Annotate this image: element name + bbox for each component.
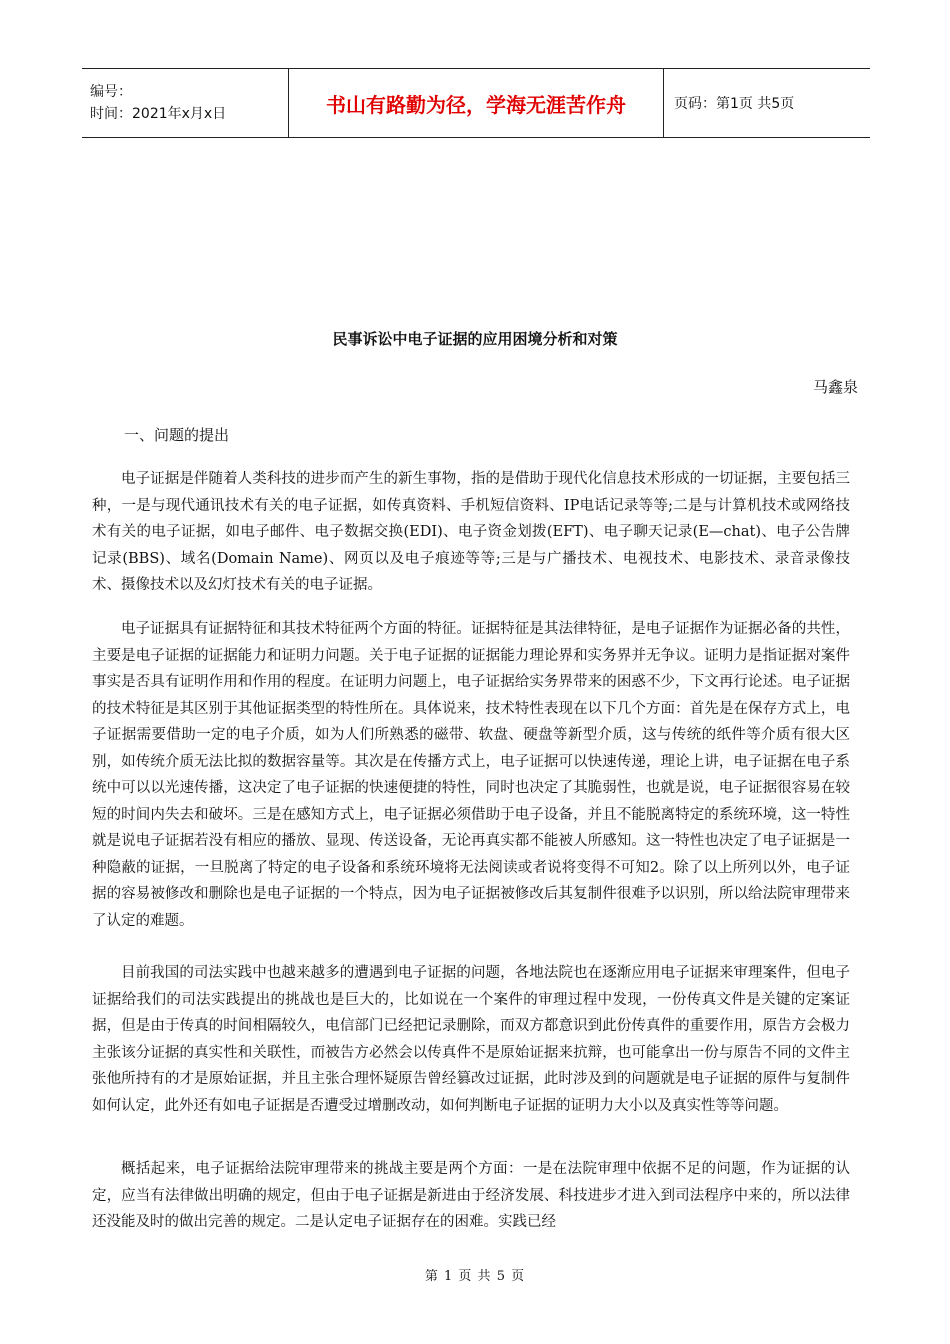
paragraph-3: 目前我国的司法实践中也越来越多的遭遇到电子证据的问题，各地法院也在逐渐应用电子证据来审理案件，但电子证据给我们的司法实践提出的挑战也是巨大的，比如说在一个案件的审理过程中发现，一份传真文件是关键的定案证据，但是由于传真的时间相隔较久，电信部门已经把记录删除，而双方都意识到此份传真件的重要作用，原告方会极力主张该分证据的真实性和关联性，而被告方必然会以传真件不是原始证据来抗辩，也可能拿出一份与原告不同的文件主张他所持有的才是原始证据，并且主张合理怀疑原告曾经篡改过证据，此时涉及到的问题就是电子证据的原件与复制件如何认定，此外还有如电子证据是否遭受过增删改动，如何判断电子证据的证明力大小以及真实性等等问题。 <box>92 965 850 1114</box>
author-name: 马鑫泉 <box>812 378 858 396</box>
document-header <box>82 68 870 138</box>
date-label: 时间：2021年x月x日 <box>90 106 227 122</box>
header-page-info <box>664 69 870 137</box>
page-info-text: 页码：第1页 共5页 <box>674 96 795 112</box>
document-title: 民事诉讼中电子证据的应用困境分析和对策 <box>332 330 618 348</box>
motto-text: 书山有路勤为径，学海无涯苦作舟 <box>326 92 626 117</box>
header-motto <box>289 69 664 137</box>
paragraph-4: 概括起来，电子证据给法院审理带来的挑战主要是两个方面：一是在法院审理中依据不足的问题，作为证据的认定，应当有法律做出明确的规定，但由于电子证据是新进由于经济发展、科技进步才进入到司法程序中来的，所以法律还没能及时的做出完善的规定。二是认定电子证据存在的困难。实践已经 <box>92 1161 850 1230</box>
paragraph-1: 电子证据是伴随着人类科技的进步而产生的新生事物，指的是借助于现代化信息技术形成的一切证据，主要包括三种，一是与现代通讯技术有关的电子证据，如传真资料、手机短信资料、IP电话记录等等;二是与计算机技术或网络技术有关的电子证据，如电子邮件、电子数据交换(EDI)、电子资金划拨(EFT)、电子聊天记录(E—chat)、电子公告牌记录(BBS)、域名(Domain Name)、网页以及电子痕迹等等;三是与广播技术、电视技术、电影技术、录音录像技术、摄像技术以及幻灯技术有关的电子证据。 <box>92 471 850 593</box>
section-heading: 一、问题的提出 <box>124 426 230 444</box>
paragraph-2: 电子证据具有证据特征和其技术特征两个方面的特征。证据特征是其法律特征，是电子证据作为证据必备的共性，主要是电子证据的证据能力和证明力问题。关于电子证据的证据能力理论界和实务界并无争议。证明力是指证据对案件事实是否具有证明作用和作用的程度。在证明力问题上，电子证据给实务界带来的困惑不少，下文再行论述。电子证据的技术特征是其区别于其他证据类型的特性所在。具体说来，技术特性表现在以下几个方面：首先是在保存方式上，电子证据需要借助一定的电子介质，如为人们所熟悉的磁带、软盘、硬盘等新型介质，这与传统的纸件等介质有很大区别，如传统介质无法比拟的数据容量等。其次是在传播方式上，电子证据可以快速传递，理论上讲，电子证据在电子系统中可以以光速传播，这决定了电子证据的快速便捷的特性，同时也决定了其脆弱性，也就是说，电子证据很容易在较短的时间内失去和破坏。三是在感知方式上，电子证据必须借助于电子设备，并且不能脱离特定的系统环境，这一特性就是说电子证据若没有相应的播放、显现、传送设备，无论再真实都不能被人所感知。这一特性也决定了电子证据是一种隐蔽的证据，一旦脱离了特定的电子设备和系统环境将无法阅读或者说将变得不可知2。除了以上所列以外，电子证据的容易被修改和删除也是电子证据的一个特点，因为电子证据被修改后其复制件很难予以识别，所以给法院审理带来了认定的难题。 <box>92 621 850 929</box>
page-footer: 第 1 页 共 5 页 <box>424 1269 526 1284</box>
number-label: 编号： <box>90 84 132 100</box>
header-meta <box>82 69 289 137</box>
